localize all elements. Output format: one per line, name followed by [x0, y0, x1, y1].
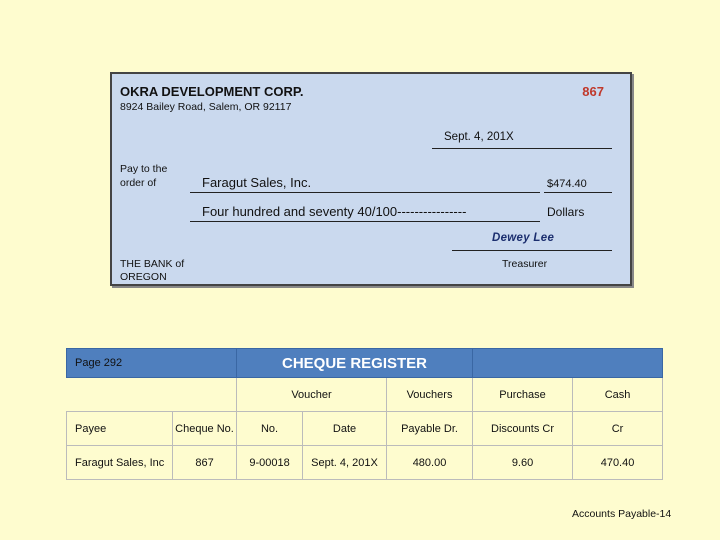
cell-cheque-no: 867	[173, 446, 237, 480]
cash-header: Cash	[573, 378, 663, 412]
signature-line	[452, 250, 612, 251]
company-name: OKRA DEVELOPMENT CORP.	[120, 84, 304, 99]
cell-vouchers-payable: 480.00	[387, 446, 473, 480]
voucher-group-header: Voucher	[237, 378, 387, 412]
payee-line	[190, 192, 540, 193]
company-address: 8924 Bailey Road, Salem, OR 92117	[120, 101, 292, 113]
dollars-label: Dollars	[547, 205, 585, 219]
words-line	[190, 221, 540, 222]
cell-date: Sept. 4, 201X	[303, 446, 387, 480]
column-header: No.	[237, 412, 303, 446]
column-header: Payee	[67, 412, 173, 446]
cell-payee: Faragut Sales, Inc	[67, 446, 173, 480]
signature: Dewey Lee	[492, 232, 555, 244]
register-page: Page 292	[67, 349, 237, 378]
page-footer: Accounts Payable-14	[572, 508, 672, 520]
signer-title: Treasurer	[502, 258, 548, 270]
vouchers-header: Vouchers	[387, 378, 473, 412]
cell-voucher-no: 9-00018	[237, 446, 303, 480]
purchase-header: Purchase	[473, 378, 573, 412]
cell-cash: 470.40	[573, 446, 663, 480]
payee-name: Faragut Sales, Inc.	[202, 175, 312, 190]
column-header: Payable Dr.	[387, 412, 473, 446]
bank-name: THE BANK of OREGON	[120, 258, 185, 283]
cheque	[110, 72, 632, 286]
cell-purchase-discounts: 9.60	[473, 446, 573, 480]
column-header: Cheque No.	[173, 412, 237, 446]
cheque-number: 867	[582, 84, 604, 99]
table-row	[67, 446, 663, 480]
register-title: CHEQUE REGISTER	[237, 349, 473, 378]
pay-to-label: Pay to the order of	[120, 163, 168, 189]
cheque-register-table	[66, 348, 663, 480]
amount-words: Four hundred and seventy 40/100----------------	[202, 204, 467, 219]
column-header: Date	[303, 412, 387, 446]
column-header: Cr	[573, 412, 663, 446]
amount-figure: $474.40	[547, 178, 587, 190]
cheque-date: Sept. 4, 201X	[444, 131, 514, 143]
amount-line	[544, 192, 612, 193]
date-line	[432, 148, 612, 149]
column-header: Discounts Cr	[473, 412, 573, 446]
